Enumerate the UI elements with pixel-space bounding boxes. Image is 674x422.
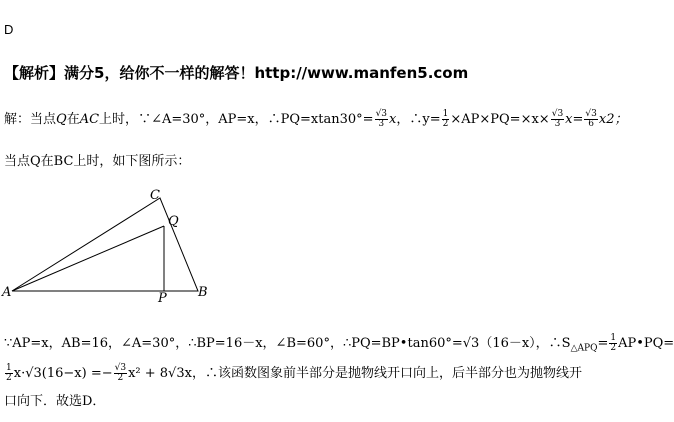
analysis-header: 【解析】满分5，给你不一样的解答！http://www.manfen5.com [4, 64, 469, 82]
vertex-c-label: C [150, 188, 160, 203]
case2-calc-line3: 口向下．故选D． [4, 394, 106, 409]
fraction-sqrt3-over-2: $\frac{√3}{2}$ [114, 363, 127, 383]
vertex-a-label: A [2, 285, 12, 300]
triangle-figure [0, 185, 230, 305]
case1-condition: ∵∠A=30°，AP=x，∴PQ=xtan30°= [138, 112, 374, 127]
point-q-figure-label: Q [168, 214, 179, 229]
fraction-one-half-b: $\frac{1}{2}$ [610, 333, 617, 353]
case1-ap-pq: ×AP×PQ= [450, 112, 521, 127]
x-squared: x2； [598, 112, 628, 127]
case1-line [4, 108, 628, 129]
fraction-sqrt3-over-3: $\frac{√3}{3}$ [375, 109, 388, 129]
x-var: x [389, 112, 397, 127]
area-subscript: △APQ [570, 343, 598, 354]
equals-sign: = [572, 112, 584, 127]
case1-on: 在 [66, 112, 80, 127]
fraction-one-half: $\frac{1}{2}$ [442, 109, 449, 129]
case2-intro: 当点Q在BC上时，如下图所示： [4, 154, 191, 169]
conclusion-text: ，∴该函数图象前半部分是抛物线开口向上，后半部分也为抛物线开 [191, 366, 582, 381]
case2-calc-line2 [4, 362, 582, 383]
expr-x-sqrt3: x·√3(16−x) [13, 366, 87, 381]
expr-equals-neg: =− [90, 366, 113, 381]
x-var-2: x [565, 112, 573, 127]
case2-calc-text: ∵AP=x，AB=16，∠A=30°，∴BP=16－x，∠B=60°，∴PQ=BP•tan60°=√3（16－x），∴S [4, 336, 571, 351]
case1-intro: 解：当点 [4, 112, 57, 127]
case2-calc-line1 [4, 332, 674, 354]
triangle-abc [12, 198, 198, 291]
ap-pq-product: AP•PQ= [618, 336, 674, 351]
fraction-sqrt3-over-6: $\frac{√3}{6}$ [585, 109, 597, 129]
fraction-sqrt3-over-3-b: $\frac{√3}{3}$ [551, 109, 564, 129]
point-p-label: P [158, 291, 167, 306]
fraction-one-half-c: $\frac{1}{2}$ [6, 363, 12, 383]
equals-sign-2: = [597, 336, 609, 351]
case1-y-eq: ，∴y= [396, 112, 441, 127]
point-q-label: Q [56, 112, 67, 127]
segment-aq [12, 226, 164, 291]
case1-when: 上时， [99, 112, 139, 127]
answer-letter: D [4, 22, 14, 37]
vertex-b-label: B [198, 285, 208, 300]
case1-times-x: ×x× [520, 112, 550, 127]
expr-quadratic: x² + 8√3x [128, 366, 192, 381]
segment-ac-label: AC [79, 112, 100, 127]
